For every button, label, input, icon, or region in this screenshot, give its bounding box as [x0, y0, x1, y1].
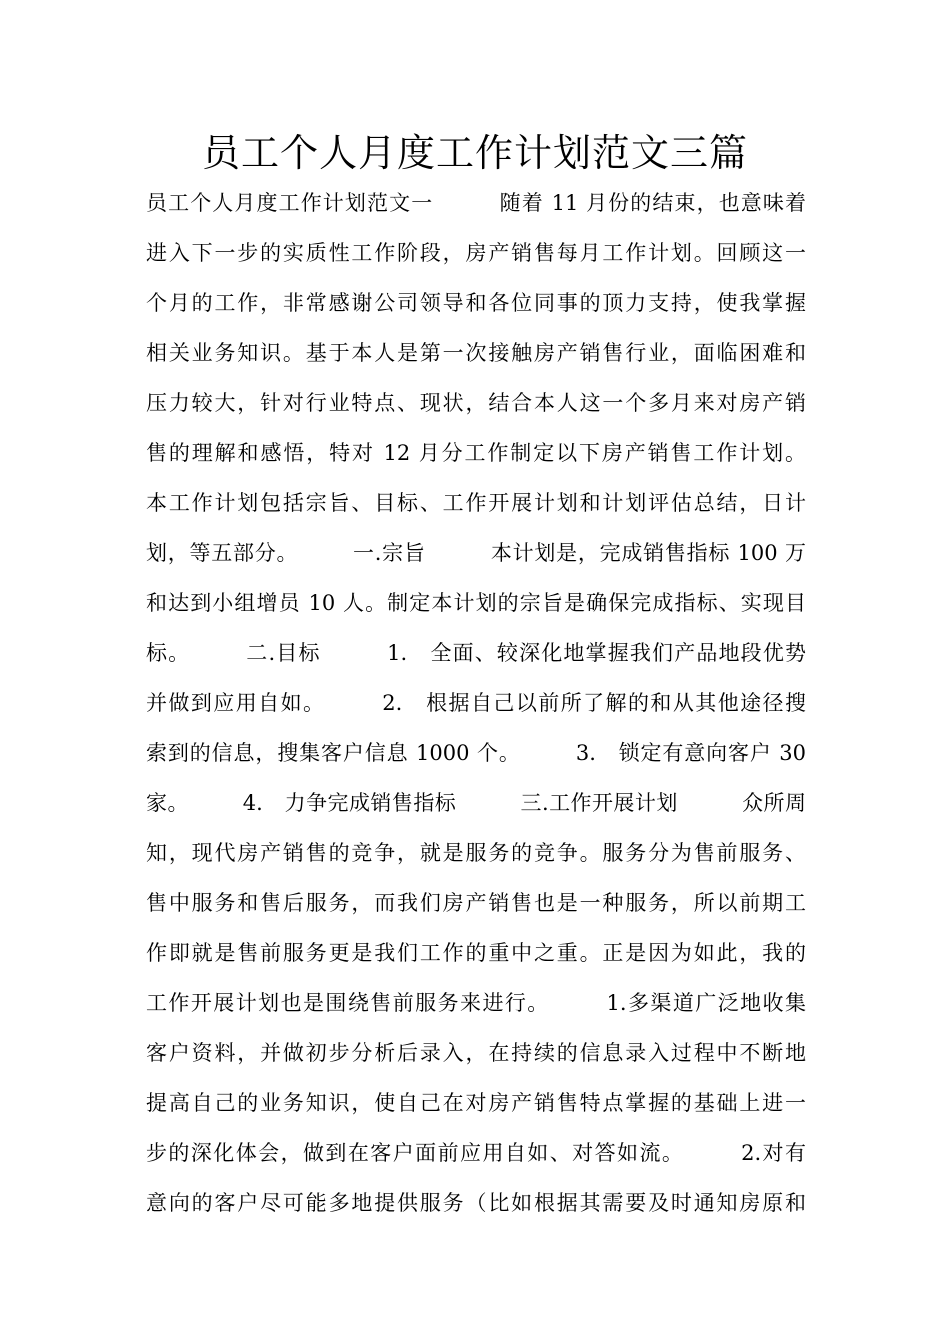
body-line: 进入下一步的实质性工作阶段，房产销售每月工作计划。回顾这一: [146, 241, 806, 265]
body-line: 和达到小组增员 10 人。制定本计划的宗旨是确保完成指标、实现目: [146, 591, 806, 615]
body-line: 员工个人月度工作计划范文一 随着 11 月份的结束，也意味着: [146, 191, 806, 215]
body-line: 客户资料，并做初步分析后录入，在持续的信息录入过程中不断地: [146, 1041, 806, 1065]
body-line: 意向的客户尽可能多地提供服务（比如根据其需要及时通知房原和: [146, 1191, 806, 1215]
document-body: [146, 178, 806, 1228]
body-line: 个月的工作，非常感谢公司领导和各位同事的顶力支持，使我掌握: [146, 291, 806, 315]
body-line: 索到的信息，搜集客户信息 1000 个。 3. 锁定有意向客户 30: [146, 741, 806, 765]
body-line: 本工作计划包括宗旨、目标、工作开展计划和计划评估总结，日计: [146, 491, 806, 515]
body-line: 划，等五部分。 一.宗旨 本计划是，完成销售指标 100 万: [146, 541, 806, 565]
body-line: 售中服务和售后服务，而我们房产销售也是一种服务，所以前期工: [146, 891, 806, 915]
body-line: 相关业务知识。基于本人是第一次接触房产销售行业，面临困难和: [146, 341, 806, 365]
body-line: 售的理解和感悟，特对 12 月分工作制定以下房产销售工作计划。: [146, 441, 806, 465]
body-line: 家。 4. 力争完成销售指标 三.工作开展计划 众所周: [146, 791, 806, 815]
body-line: 提高自己的业务知识，使自己在对房产销售特点掌握的基础上进一: [146, 1091, 806, 1115]
body-line: 工作开展计划也是围绕售前服务来进行。 1.多渠道广泛地收集: [146, 991, 806, 1015]
body-line: 标。 二.目标 1. 全面、较深化地掌握我们产品地段优势: [146, 641, 806, 665]
body-line: 步的深化体会，做到在客户面前应用自如、对答如流。 2.对有: [146, 1141, 806, 1165]
body-line: 知，现代房产销售的竞争，就是服务的竞争。服务分为售前服务、: [146, 841, 806, 865]
body-line: 作即就是售前服务更是我们工作的重中之重。正是因为如此，我的: [146, 941, 806, 965]
body-line: 并做到应用自如。 2. 根据自己以前所了解的和从其他途径搜: [146, 691, 806, 715]
document-title: 员工个人月度工作计划范文三篇: [201, 131, 748, 175]
body-line: 压力较大，针对行业特点、现状，结合本人这一个多月来对房产销: [146, 391, 806, 415]
